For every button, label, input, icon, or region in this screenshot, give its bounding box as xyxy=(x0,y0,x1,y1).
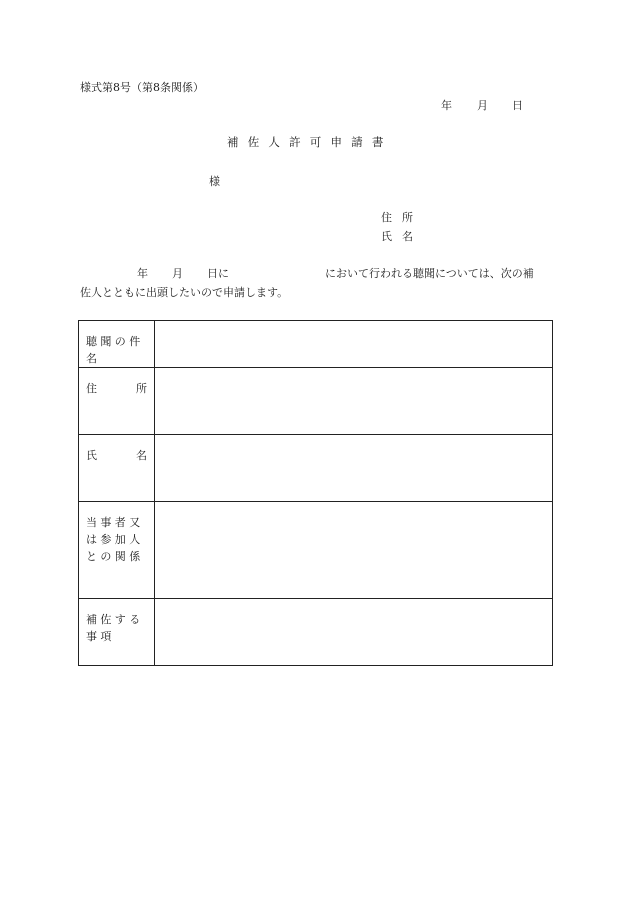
body-text-line-1: において行われる聴聞については、次の補 xyxy=(325,267,534,280)
hearing-month-label: 月 xyxy=(172,267,183,280)
applicant-address-label: 住所 xyxy=(381,211,423,224)
hearing-year-label: 年 xyxy=(137,267,148,280)
hearing-subject-field[interactable] xyxy=(155,321,553,368)
date-month-label: 月 xyxy=(477,99,488,112)
row-label-text xyxy=(86,447,151,464)
row-label-name xyxy=(79,435,155,502)
assist-matters-field[interactable] xyxy=(155,599,553,666)
row-label-text: 当事者又は参加人との関係 xyxy=(86,516,144,563)
row-label-assist-matters xyxy=(79,599,155,666)
application-info-table xyxy=(78,320,553,666)
relationship-field[interactable] xyxy=(155,502,553,599)
row-label-hearing-subject xyxy=(79,321,155,368)
table-row xyxy=(79,435,553,502)
table-row xyxy=(79,502,553,599)
table-row xyxy=(79,368,553,435)
hearing-day-label: 日に xyxy=(207,267,229,280)
assistant-name-field[interactable] xyxy=(155,435,553,502)
table-row xyxy=(79,599,553,666)
date-year-label: 年 xyxy=(441,99,452,112)
row-label-text: 聴聞の件名 xyxy=(86,335,144,365)
label-char: 名 xyxy=(136,449,147,462)
body-text-line-2: 佐人とともに出頭したいので申請します。 xyxy=(80,286,289,299)
row-label-relationship xyxy=(79,502,155,599)
applicant-name-label: 氏名 xyxy=(381,230,423,243)
form-number: 様式第8号（第8条関係） xyxy=(80,81,204,94)
label-char: 住 xyxy=(86,382,97,395)
label-char: 所 xyxy=(136,382,147,395)
addressee-suffix: 様 xyxy=(209,175,220,188)
row-label-text: 補佐する事項 xyxy=(86,613,144,643)
row-label-address xyxy=(79,368,155,435)
table-row xyxy=(79,321,553,368)
row-label-text xyxy=(86,380,151,397)
label-char: 氏 xyxy=(86,449,97,462)
date-day-label: 日 xyxy=(512,99,523,112)
document-title: 補佐人許可申請書 xyxy=(227,135,393,149)
assistant-address-field[interactable] xyxy=(155,368,553,435)
